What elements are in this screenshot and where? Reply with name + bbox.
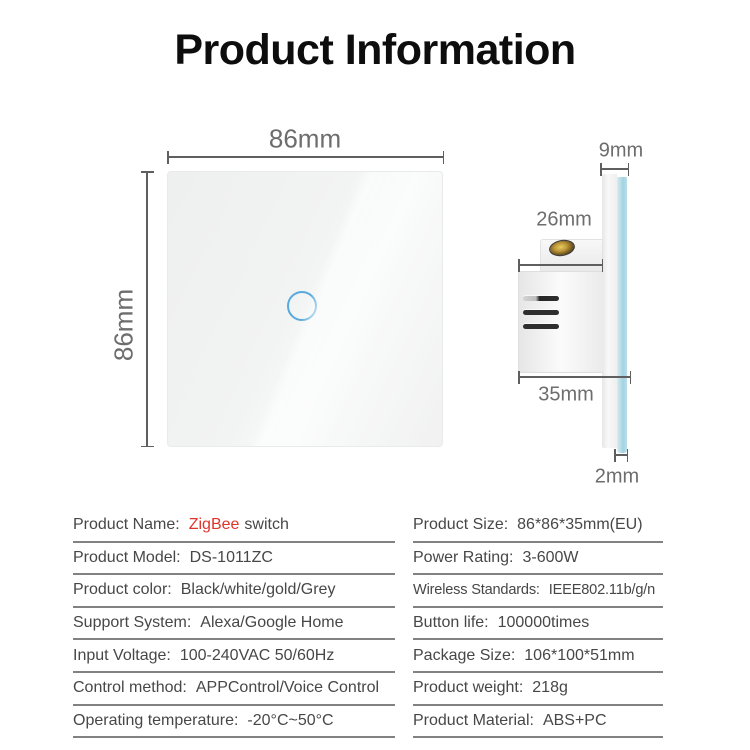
specs-table (73, 510, 663, 738)
spec-value: ABS+PC (542, 711, 607, 729)
vent-slot (523, 324, 559, 329)
specs-column-right (413, 510, 663, 738)
glass-edge (617, 177, 627, 453)
spec-value: IEEE802.11b/g/n (548, 582, 656, 599)
spec-value-accent: ZigBee (188, 516, 240, 534)
spec-row-product-name (73, 510, 395, 543)
dimension-panel-depth-line (600, 168, 629, 170)
spec-label: Package Size: (413, 646, 516, 664)
spec-label: Product Material: (413, 711, 534, 729)
spec-value: 100000times (497, 614, 590, 632)
spec-row-product-material (413, 706, 663, 739)
spec-value: 3-600W (522, 548, 579, 566)
dimension-total-depth-label: 35mm (538, 383, 594, 406)
dimension-glass-thickness-line (614, 454, 628, 456)
dimension-width-label: 86mm (268, 123, 342, 154)
spec-label: Support System: (73, 614, 192, 632)
spec-value: 100-240VAC 50/60Hz (179, 646, 335, 664)
dimension-width-line (167, 156, 444, 158)
spec-label: Operating temperature: (73, 711, 239, 729)
spec-row-wireless-standards (413, 575, 663, 608)
spec-row-product-model (73, 543, 395, 576)
dimension-height-line (146, 171, 148, 447)
spec-label: Button life: (413, 614, 489, 632)
page-title: Product Information (174, 26, 576, 74)
specs-column-left (73, 510, 395, 738)
dimension-height-label: 86mm (108, 288, 139, 362)
spec-label: Input Voltage: (73, 646, 171, 664)
spec-row-product-size (413, 510, 663, 543)
spec-value: 106*100*51mm (524, 646, 635, 664)
spec-value: 86*86*35mm(EU) (517, 516, 643, 534)
vent-slot (523, 310, 559, 315)
spec-label: Product Name: (73, 516, 180, 534)
spec-row-power-rating (413, 543, 663, 576)
dimension-module-depth-line (518, 264, 603, 266)
spec-label: Wireless Standards: (413, 582, 540, 599)
spec-value: 218g (532, 679, 568, 697)
dimension-total-depth-line (518, 376, 631, 378)
dimension-module-depth-label: 26mm (536, 208, 592, 231)
spec-value: DS-1011ZC (189, 548, 273, 566)
touch-circle-icon (287, 291, 317, 321)
dimension-glass-thickness-label: 2mm (594, 465, 640, 488)
spec-row-control-method (73, 673, 395, 706)
spec-value: Alexa/Google Home (200, 614, 344, 632)
spec-row-input-voltage (73, 640, 395, 673)
spec-row-button-life (413, 608, 663, 641)
spec-label: Power Rating: (413, 548, 514, 566)
spec-label: Product Model: (73, 548, 181, 566)
switch-front-panel (167, 171, 443, 447)
spec-label: Control method: (73, 679, 187, 697)
spec-value: APPControl/Voice Control (195, 679, 380, 697)
spec-row-operating-temperature (73, 706, 395, 739)
vent-slot (523, 296, 559, 301)
spec-label: Product color: (73, 581, 172, 599)
spec-value: -20°C~50°C (247, 711, 334, 729)
spec-row-support-system (73, 608, 395, 641)
mounting-module (518, 271, 603, 373)
dimension-panel-depth-label: 9mm (598, 139, 644, 162)
spec-row-product-color (73, 575, 395, 608)
spec-row-package-size (413, 640, 663, 673)
spec-row-product-weight (413, 673, 663, 706)
spec-value: Black/white/gold/Grey (180, 581, 336, 599)
spec-label: Product Size: (413, 516, 509, 534)
spec-label: Product weight: (413, 679, 524, 697)
wall-plate-side (602, 174, 617, 448)
spec-value: switch (244, 516, 289, 534)
